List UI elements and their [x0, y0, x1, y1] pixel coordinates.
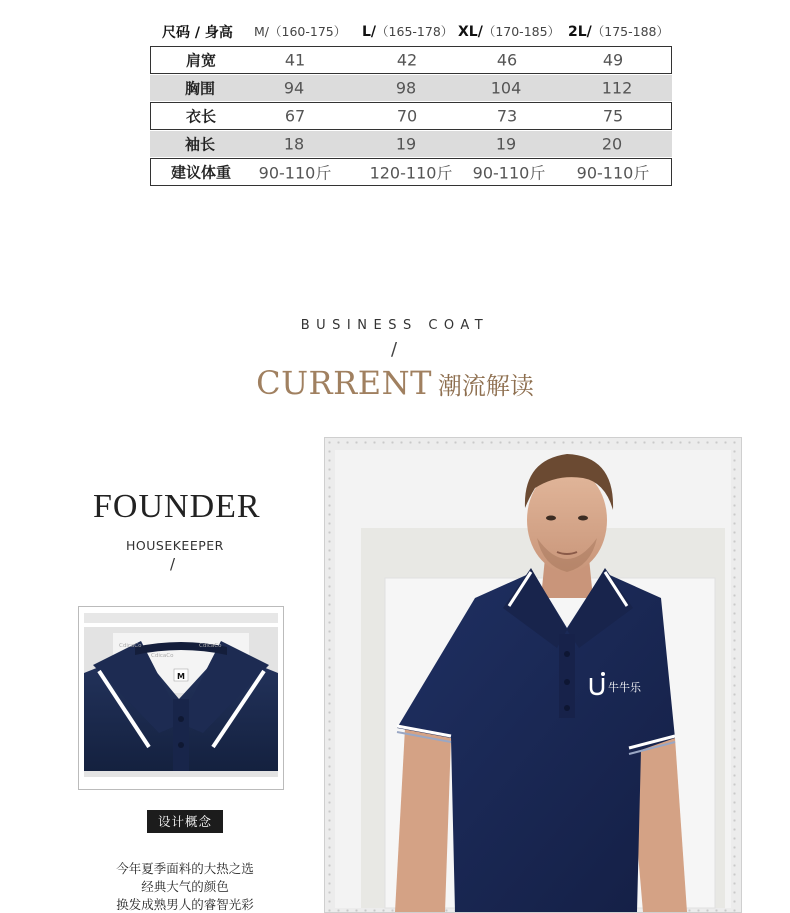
size-table-header — [150, 16, 672, 46]
section-slash: / — [391, 339, 398, 360]
size-row-sleeve — [150, 131, 672, 157]
collar-pattern-text: CdicaCo — [199, 643, 222, 649]
row-label: 袖长 — [184, 135, 216, 154]
size-row-shoulder — [150, 46, 672, 74]
cell-xl: 46 — [496, 50, 518, 70]
collar-pattern-text: CdicaCo — [119, 643, 142, 649]
cell-m: 18 — [283, 134, 305, 154]
cell-2l: 20 — [601, 134, 623, 154]
cell-2l: 112 — [601, 78, 633, 98]
collar-pattern-text: CdicaCo — [151, 653, 174, 659]
collar-detail-image — [78, 606, 284, 790]
founder-title: FOUNDER — [93, 488, 261, 525]
cell-l: 70 — [396, 106, 418, 126]
model-illustration — [325, 438, 741, 912]
cell-l: 98 — [395, 78, 417, 98]
cell-m: 90-110斤 — [258, 163, 332, 183]
cell-xl: 19 — [495, 134, 517, 154]
row-label: 建议体重 — [170, 163, 232, 182]
header-cell-xl: XL/（170-185） — [458, 24, 561, 40]
cell-xl: 90-110斤 — [472, 163, 546, 183]
section-eyebrow: BUSINESS COAT — [300, 318, 490, 333]
cell-l: 42 — [396, 50, 418, 70]
row-label: 衣长 — [185, 107, 217, 126]
section-title-cn: 潮流解读 — [437, 372, 534, 400]
cell-m: 41 — [284, 50, 306, 70]
row-label: 胸围 — [184, 79, 216, 98]
design-concept-badge: 设计概念 — [147, 810, 223, 833]
cell-2l: 75 — [602, 106, 624, 126]
cell-m: 67 — [284, 106, 306, 126]
size-table — [150, 16, 672, 186]
header-cell-size-height: 尺码 / 身高 — [162, 25, 233, 41]
cell-2l: 49 — [602, 50, 624, 70]
size-row-chest — [150, 75, 672, 101]
founder-slash: / — [170, 555, 176, 573]
cell-xl: 73 — [496, 106, 518, 126]
header-cell-2l: 2L/（175-188） — [568, 24, 670, 40]
section-title — [0, 364, 790, 402]
cell-l: 19 — [395, 134, 417, 154]
concept-line-2: 经典大气的颜色 — [141, 879, 229, 894]
model-photo — [324, 437, 742, 913]
founder-subtitle: HOUSEKEEPER — [126, 538, 224, 553]
shirt-logo-text: 牛牛乐 — [608, 681, 641, 694]
cell-m: 94 — [283, 78, 305, 98]
size-tag: M — [177, 672, 185, 681]
cell-xl: 104 — [490, 78, 522, 98]
concept-line-3: 换发成熟男人的睿智光彩 — [116, 897, 254, 912]
size-row-length — [150, 102, 672, 130]
concept-line-1: 今年夏季面料的大热之选 — [116, 861, 254, 876]
collar-detail-illustration — [79, 607, 283, 789]
section-title-en: CURRENT — [256, 364, 432, 402]
header-cell-l: L/（165-178） — [362, 24, 454, 40]
row-label: 肩宽 — [185, 51, 217, 70]
cell-l: 120-110斤 — [369, 163, 453, 183]
size-row-weight — [150, 158, 672, 186]
cell-2l: 90-110斤 — [576, 163, 650, 183]
header-cell-m: M/（160-175） — [254, 24, 347, 39]
